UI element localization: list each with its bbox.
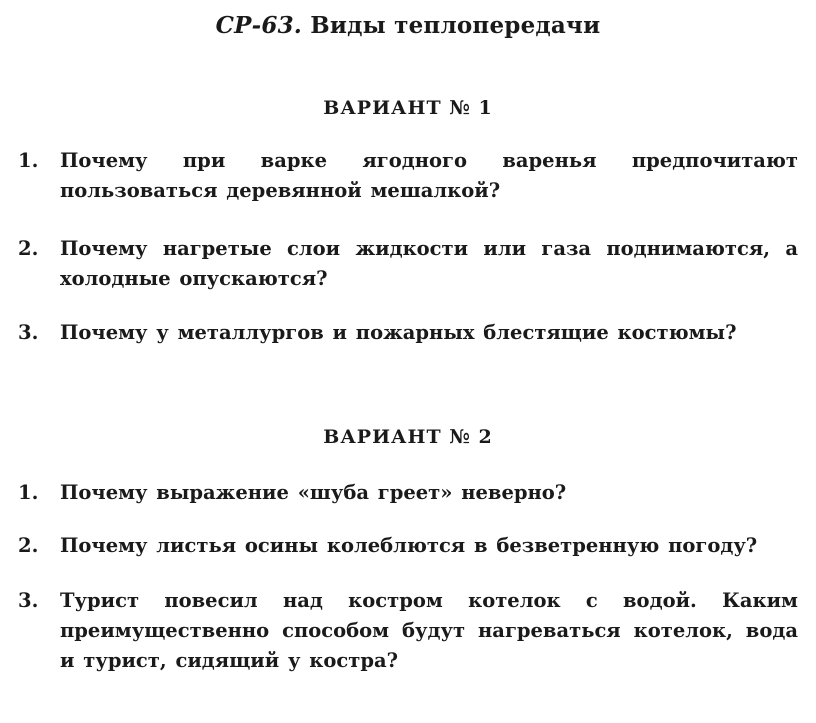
question-item [18,531,798,561]
question-text: Почему у металлургов и пожарных блестящие костюмы? [60,321,737,344]
question-number: 1. [18,481,39,504]
worksheet-title: Виды теплопередачи [310,12,601,39]
variant-2-heading: ВАРИАНТ № 2 [323,426,493,448]
question-text: Почему выражение «шуба греет» неверно? [60,481,567,504]
worksheet-code: СР-63. [215,12,303,39]
page-title [0,12,816,39]
question-text: Турист повесил над костром котелок с водой. Каким преимущественно способом будут нагреваться котелок, вода и турист, сидящий у костра? [60,589,798,672]
question-text: Почему нагретые слои жидкости или газа поднимаются, а холодные опускаются? [60,237,798,290]
question-number: 3. [18,321,39,344]
question-text: Почему листья осины колеблются в безветренную погоду? [60,534,758,557]
question-item [18,318,798,348]
question-number: 2. [18,534,39,557]
question-item [18,586,798,676]
question-number: 2. [18,237,39,260]
question-number: 3. [18,589,39,612]
question-item [18,234,798,294]
question-item [18,146,798,206]
question-number: 1. [18,149,39,172]
variant-1-heading: ВАРИАНТ № 1 [323,97,493,119]
question-item [18,478,798,508]
question-text: Почему при варке ягодного варенья предпочитают пользоваться деревянной мешалкой? [60,149,798,202]
